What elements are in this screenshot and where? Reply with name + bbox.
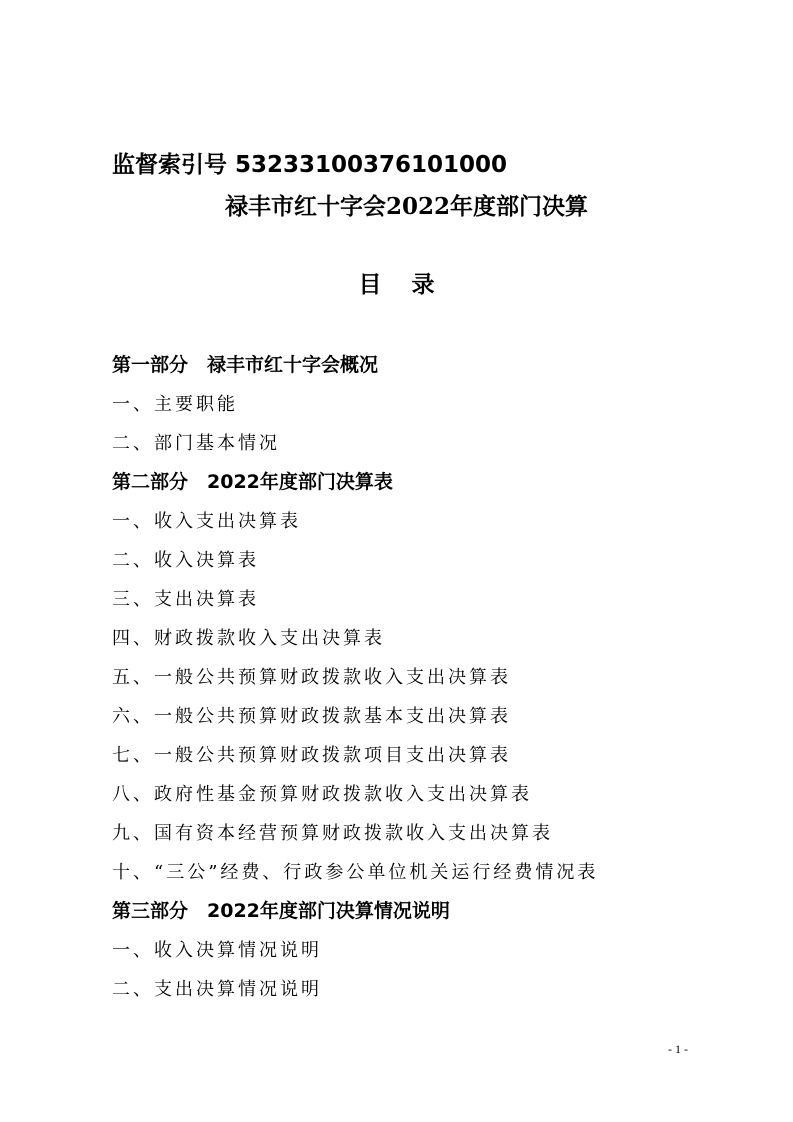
toc-item: 五、一般公共预算财政拨款收入支出决算表: [112, 667, 511, 688]
toc-item: 七、一般公共预算财政拨款项目支出决算表: [112, 745, 511, 766]
toc-heading: 目录: [358, 272, 465, 298]
page-number: - 1 -: [668, 1042, 688, 1056]
toc-item: 八、政府性基金预算财政拨款收入支出决算表: [112, 784, 532, 805]
toc-part-2: 第二部分 2022年度部门决算表: [112, 471, 393, 493]
document-title: 禄丰市红十字会2022年度部门决算: [224, 193, 588, 220]
toc-item: 九、国有资本经营预算财政拨款收入支出决算表: [112, 823, 553, 844]
toc-part-1: 第一部分 禄丰市红十字会概况: [112, 354, 379, 376]
toc-item: 三、支出决算表: [112, 589, 259, 610]
toc-item: 二、部门基本情况: [112, 433, 280, 454]
table-of-contents: [112, 346, 752, 1009]
toc-item: 十、“三公”经费、行政参公单位机关运行经费情况表: [112, 862, 599, 883]
toc-part-3: 第三部分 2022年度部门决算情况说明: [112, 900, 450, 922]
toc-item: 二、收入决算表: [112, 550, 259, 571]
toc-item: 六、一般公共预算财政拨款基本支出决算表: [112, 706, 511, 727]
toc-item: 一、收入支出决算表: [112, 511, 301, 532]
supervision-index-number: 监督索引号 53233100376101000: [112, 152, 508, 178]
toc-item: 一、收入决算情况说明: [112, 940, 322, 961]
toc-item: 一、主要职能: [112, 394, 238, 415]
toc-item: 四、财政拨款收入支出决算表: [112, 628, 385, 649]
toc-item: 二、支出决算情况说明: [112, 979, 322, 1000]
